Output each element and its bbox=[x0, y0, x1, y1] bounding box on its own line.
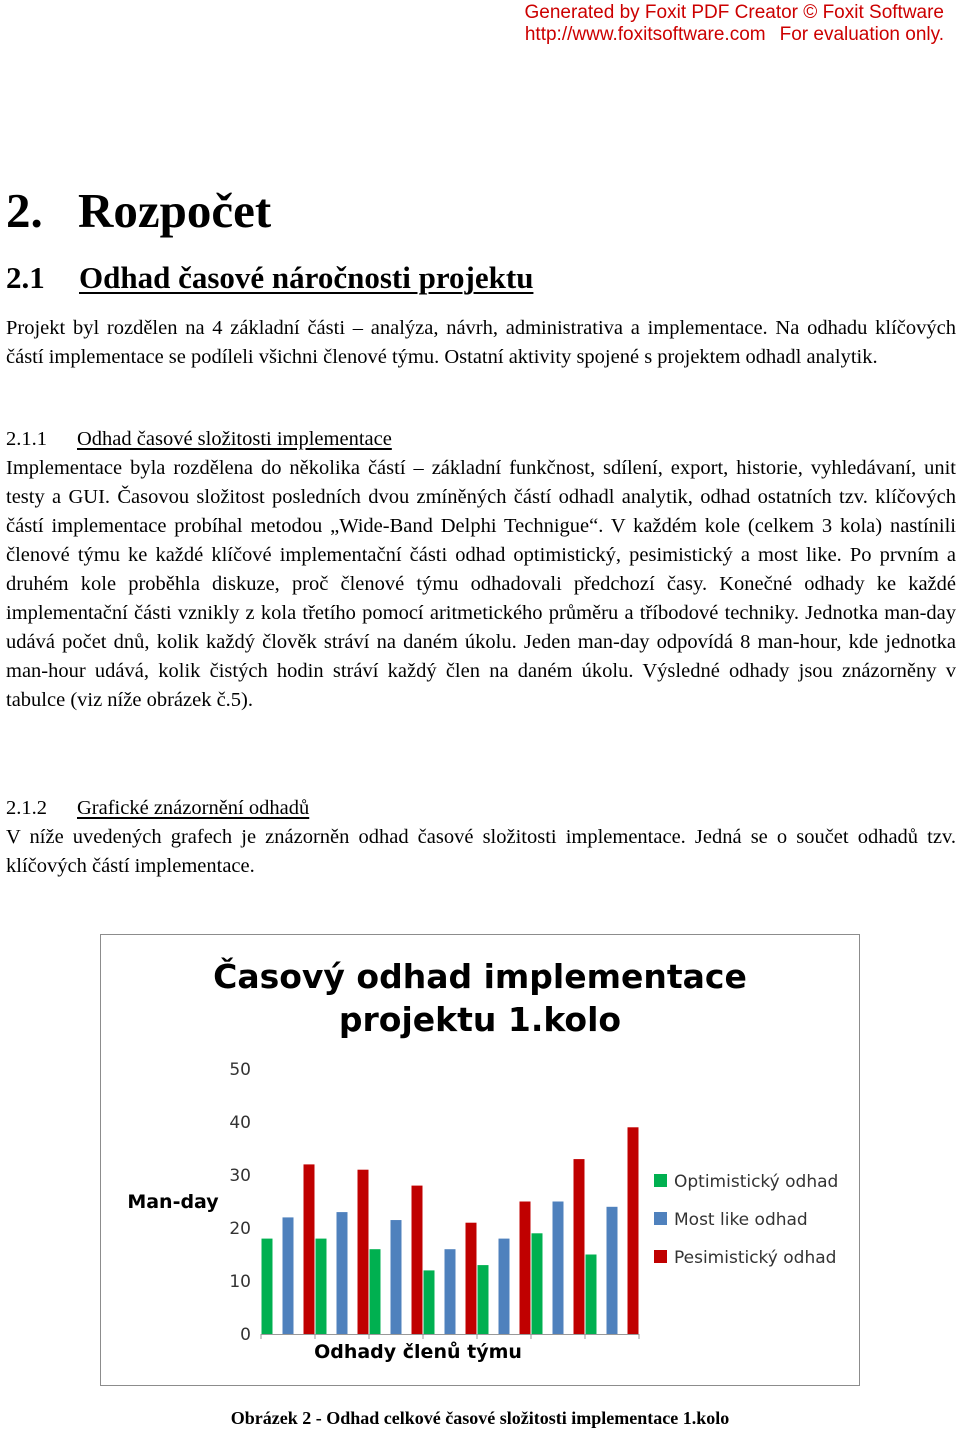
bar bbox=[370, 1249, 381, 1334]
y-tick-label: 40 bbox=[229, 1113, 251, 1133]
chart-title-line-2: projektu 1.kolo bbox=[338, 1000, 622, 1039]
bar bbox=[283, 1217, 294, 1334]
subsubsection-2-heading bbox=[6, 794, 309, 823]
subsubsection-2-number: 2.1.2 bbox=[6, 797, 47, 819]
bar bbox=[478, 1265, 489, 1334]
bar bbox=[586, 1255, 597, 1335]
y-tick-label: 50 bbox=[229, 1060, 251, 1080]
y-axis-label: Man-day bbox=[127, 1191, 219, 1213]
chart-title-line-1: Časový odhad implementace bbox=[213, 957, 747, 996]
legend-label: Most like odhad bbox=[674, 1210, 808, 1230]
bar bbox=[532, 1233, 543, 1334]
bar bbox=[466, 1223, 477, 1334]
legend-label: Optimistický odhad bbox=[674, 1172, 839, 1192]
figure-caption: Obrázek 2 - Odhad celkové časové složitosti implementace 1.kolo bbox=[230, 1408, 730, 1428]
legend-swatch bbox=[654, 1250, 667, 1263]
bar bbox=[520, 1202, 531, 1335]
y-tick-label: 30 bbox=[229, 1166, 251, 1186]
bar bbox=[445, 1249, 456, 1334]
bar bbox=[316, 1239, 327, 1334]
watermark bbox=[525, 2, 944, 46]
section-heading bbox=[6, 182, 271, 240]
y-tick-label: 0 bbox=[240, 1325, 251, 1345]
bar bbox=[304, 1164, 315, 1334]
legend-swatch bbox=[654, 1212, 667, 1225]
bar bbox=[424, 1270, 435, 1334]
legend-label: Pesimistický odhad bbox=[674, 1248, 837, 1268]
subsection-number: 2.1 bbox=[6, 260, 45, 295]
watermark-note: For evaluation only. bbox=[779, 24, 944, 45]
x-axis bbox=[261, 1334, 639, 1339]
subsubsection-1-heading bbox=[6, 425, 392, 454]
bar bbox=[553, 1202, 564, 1335]
subsubsection-1-title: Odhad časové složitosti implementace bbox=[77, 428, 392, 450]
subsubsection-1-number: 2.1.1 bbox=[6, 428, 47, 450]
bar bbox=[628, 1127, 639, 1334]
bar bbox=[391, 1220, 402, 1334]
watermark-url[interactable]: http://www.foxitsoftware.com bbox=[524, 24, 766, 45]
subsubsection-2-body: V níže uvedených grafech je znázorněn odhad časové složitosti implementace. Jedná se o součet odhadů tzv. klíčových částí implementace. bbox=[6, 826, 956, 877]
subsubsection-1-body: Implementace byla rozdělena do několika částí – základní funkčnost, sdílení, export, historie, vyhledávaní, unit testy a GUI. Časovou složitost posledních dvou zmíněných částí odhadl analytik, odhad ostatních tzv. klíčových částí implementace probíhal metodou „Wide-Band Delphi Technigue“. V každém kole (celkem 3 kola) nastínili členové týmu ke každé klíčové implementační části odhad optimistický, pesimistický a most like. Po prvním a druhém kole proběhla diskuze, proč členové týmu odhadovali předchozí časy. Konečné odhady ke každé implementační části vznikly z kola třetího pomocí aritmetického průměru a tříbodové techniky. Jednotka man-day udává počet dnů, kolik každý člověk stráví na daném úkolu. Jeden man-day odpovídá 8 man-hour, kde jednotka man-hour udává, kolik čistých hodin stráví každý člen na daném úkolu. Výsledné odhady jsou znázorněny v tabulce (viz níže obrázek č.5). bbox=[6, 457, 956, 711]
legend-swatch bbox=[654, 1174, 667, 1187]
y-tick-label: 20 bbox=[229, 1219, 251, 1239]
section-title: Rozpočet bbox=[78, 183, 272, 238]
bar bbox=[358, 1170, 369, 1334]
watermark-line-2 bbox=[525, 24, 944, 46]
y-tick-label: 10 bbox=[229, 1272, 251, 1292]
legend bbox=[654, 1172, 838, 1268]
subsubsection-2-title: Grafické znázornění odhadů bbox=[77, 797, 310, 819]
watermark-line-1: Generated by Foxit PDF Creator © Foxit Software bbox=[524, 2, 944, 23]
bar-chart bbox=[101, 935, 859, 1385]
intro-paragraph: Projekt byl rozdělen na 4 základní části – analýza, návrh, administrativa a implementace. Na odhadu klíčových částí implementace se podíleli všichni členové týmu. Ostatní aktivity spojené s projektem odhadl analytik. bbox=[6, 317, 956, 368]
chart-figure bbox=[100, 934, 860, 1386]
bar bbox=[412, 1186, 423, 1334]
y-axis bbox=[229, 1060, 251, 1345]
bar bbox=[607, 1207, 618, 1334]
bar bbox=[499, 1239, 510, 1334]
bar bbox=[337, 1212, 348, 1334]
bar bbox=[262, 1239, 273, 1334]
bars bbox=[262, 1127, 639, 1334]
x-axis-label: Odhady členů týmu bbox=[314, 1341, 522, 1363]
bar bbox=[574, 1159, 585, 1334]
subsection-heading bbox=[6, 260, 533, 296]
section-number: 2. bbox=[6, 183, 43, 238]
subsection-title: Odhad časové náročnosti projektu bbox=[79, 260, 534, 295]
